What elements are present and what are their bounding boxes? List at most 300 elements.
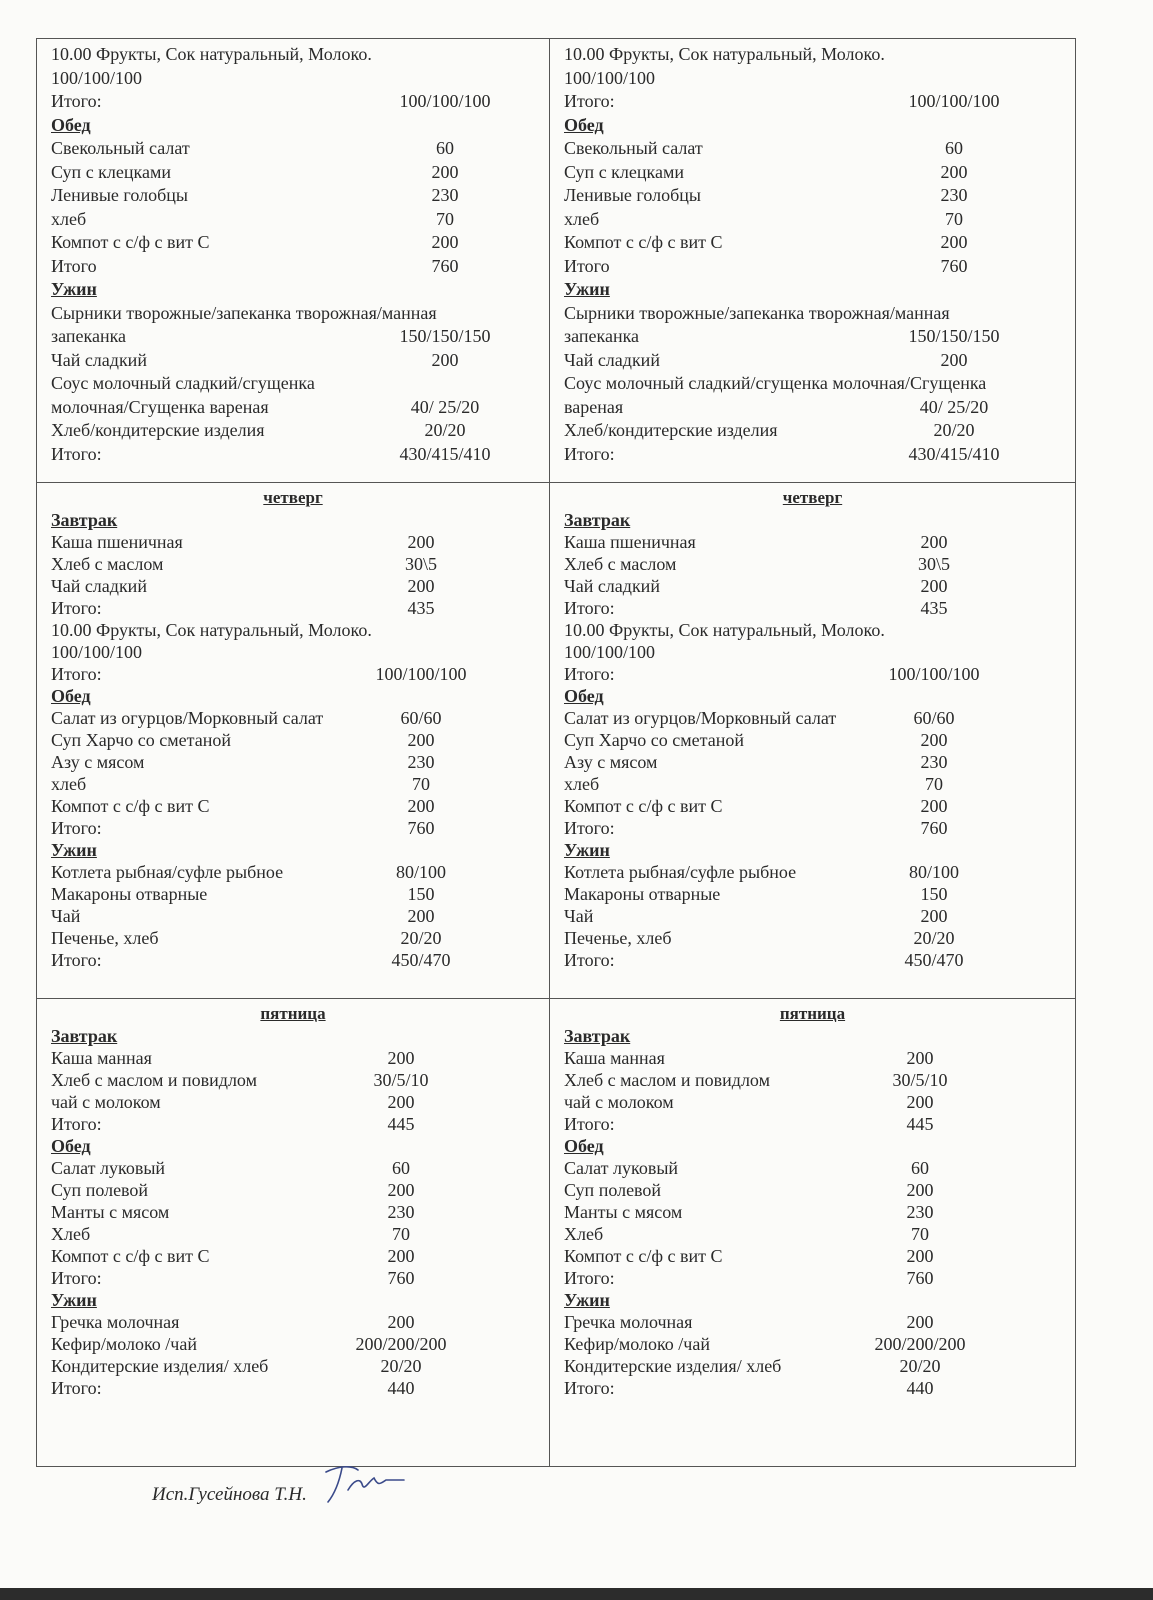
portion-value: 760 <box>431 255 459 276</box>
portion-value: 200 <box>920 906 948 926</box>
portion-value: 430/415/410 <box>399 443 491 464</box>
dish-name: Каша пшеничная <box>564 532 696 552</box>
dish-name: Макароны отварные <box>51 884 208 904</box>
portion-value: 200 <box>906 1180 934 1200</box>
portion-value: 100/100/100 <box>908 91 1000 111</box>
menu-row <box>51 372 549 396</box>
portion-value: 20/20 <box>400 928 442 948</box>
menu-row <box>564 949 1075 971</box>
menu-row <box>51 302 549 326</box>
portion-value: 20/20 <box>424 420 466 440</box>
handwritten-signature-icon <box>318 1462 408 1506</box>
meal-title: Завтрак <box>51 510 118 530</box>
menu-row <box>51 43 549 67</box>
portion-value: 440 <box>387 1378 415 1398</box>
portion-value: 445 <box>906 1114 934 1134</box>
menu-row <box>51 597 549 619</box>
meal-heading <box>564 685 1075 707</box>
portion-value: 200 <box>407 730 435 750</box>
portion-value: 200 <box>920 532 948 552</box>
menu-row <box>564 43 1075 67</box>
menu-cell-fri-left <box>37 999 550 1466</box>
dish-name: хлеб <box>51 774 87 794</box>
dish-name: Хлеб с маслом <box>51 554 164 574</box>
menu-row <box>51 419 549 443</box>
dish-name: Печенье, хлеб <box>51 928 159 948</box>
menu-row <box>51 67 549 91</box>
dish-name: Итого: <box>564 1114 615 1134</box>
portion-value: 200 <box>920 730 948 750</box>
menu-row <box>564 1377 1075 1399</box>
dish-name: Каша пшеничная <box>51 532 183 552</box>
portion-value: 200 <box>431 349 459 370</box>
portion-value: 20/20 <box>380 1356 422 1376</box>
portion-value: 150 <box>920 884 948 904</box>
dish-name: Суп полевой <box>51 1180 149 1200</box>
dish-name: Итого: <box>564 443 615 464</box>
dish-name: Хлеб <box>564 1224 604 1244</box>
menu-row <box>564 208 1075 232</box>
menu-row <box>51 1069 549 1091</box>
menu-row <box>51 949 549 971</box>
menu-row <box>564 443 1075 467</box>
portion-value: 200/200/200 <box>874 1334 966 1354</box>
dish-name: Чай сладкий <box>51 349 147 370</box>
meal-heading <box>51 839 549 861</box>
menu-row <box>564 619 1075 641</box>
dish-name: Свекольный салат <box>51 138 190 158</box>
scan-bottom-edge <box>0 1588 1153 1600</box>
menu-row <box>51 1047 549 1069</box>
meal-title: Ужин <box>564 840 610 860</box>
menu-row <box>51 137 549 161</box>
menu-row <box>564 255 1075 279</box>
menu-row <box>51 1113 549 1135</box>
menu-row <box>564 553 1075 575</box>
meal-heading <box>564 1135 1075 1157</box>
dish-name: Макароны отварные <box>564 884 721 904</box>
menu-row <box>51 396 549 420</box>
portion-value: 450/470 <box>904 950 964 970</box>
menu-row <box>51 575 549 597</box>
dish-name: Чай сладкий <box>564 576 660 596</box>
portion-value: 70 <box>412 774 430 794</box>
meal-heading <box>51 685 549 707</box>
portion-value: 80/100 <box>908 862 959 882</box>
portion-value: 760 <box>407 818 435 838</box>
menu-cell-wed-right <box>550 39 1075 483</box>
portion-value: 435 <box>407 598 435 618</box>
portion-value: 70 <box>925 774 943 794</box>
menu-row <box>564 1311 1075 1333</box>
meal-title: Ужин <box>564 279 610 299</box>
portion-value: 20/20 <box>913 928 955 948</box>
portion-value: 60 <box>436 138 454 158</box>
dish-name: Итого: <box>564 950 615 970</box>
dish-name: Суп с клецками <box>564 161 685 182</box>
menu-row <box>51 795 549 817</box>
portion-value: 150/150/150 <box>908 326 1000 346</box>
menu-cell-thu-left <box>37 483 550 999</box>
menu-row <box>51 861 549 883</box>
meal-heading <box>51 509 549 531</box>
dish-name: Итого: <box>564 1268 615 1288</box>
portion-value: 100/100/100 <box>375 664 467 684</box>
meal-title: Обед <box>564 114 604 135</box>
dish-name: Чай <box>564 906 594 926</box>
dish-name: Хлеб с маслом <box>564 554 677 574</box>
menu-row <box>51 817 549 839</box>
day-heading: четверг <box>263 488 323 507</box>
portion-value: 30\5 <box>404 554 437 574</box>
day-heading: пятница <box>260 1004 326 1023</box>
portion-value: 200 <box>387 1246 415 1266</box>
dish-name: Итого: <box>51 818 102 838</box>
dish-name: 10.00 Фрукты, Сок натуральный, Молоко. <box>51 44 372 64</box>
menu-row <box>51 255 549 279</box>
dish-name: Ленивые голобцы <box>564 185 701 205</box>
meal-title: Обед <box>51 114 91 135</box>
portion-value: 200 <box>407 532 435 552</box>
meal-heading <box>51 1289 549 1311</box>
portion-value: 60/60 <box>913 708 955 728</box>
dish-name: Итого <box>564 255 610 276</box>
dish-name: Салат луковый <box>564 1158 679 1178</box>
menu-cell-wed-left <box>37 39 550 483</box>
menu-row <box>564 663 1075 685</box>
meal-heading <box>564 114 1075 138</box>
portion-value: 30/5/10 <box>373 1070 429 1090</box>
dish-name: Итого: <box>51 443 102 464</box>
portion-value: 60 <box>911 1158 929 1178</box>
dish-name: Каша манная <box>51 1048 152 1068</box>
menu-row <box>564 1355 1075 1377</box>
portion-value: 30/5/10 <box>892 1070 948 1090</box>
dish-name: Салат луковый <box>51 1158 166 1178</box>
meal-title: Завтрак <box>51 1026 118 1046</box>
menu-row <box>564 349 1075 373</box>
menu-row <box>51 1091 549 1113</box>
portion-value: 80/100 <box>395 862 446 882</box>
meal-title: Завтрак <box>564 1026 631 1046</box>
menu-row <box>51 231 549 255</box>
meal-heading <box>51 114 549 138</box>
dish-name: Суп с клецками <box>51 161 172 182</box>
portion-value: 230 <box>431 185 459 205</box>
dish-name: Кондитерские изделия/ хлеб <box>564 1356 782 1376</box>
dish-name: Итого: <box>564 818 615 838</box>
portion-value: 200 <box>906 1312 934 1332</box>
dish-name: Печенье, хлеб <box>564 928 672 948</box>
menu-row <box>51 663 549 685</box>
dish-name: Кондитерские изделия/ хлеб <box>51 1356 269 1376</box>
menu-row <box>564 773 1075 795</box>
menu-row <box>51 553 549 575</box>
portion-value: 435 <box>920 598 948 618</box>
portion-value: 60 <box>945 138 963 158</box>
dish-name: Итого: <box>564 664 615 684</box>
menu-row <box>51 1355 549 1377</box>
dish-name: Салат из огурцов/Морковный салат <box>564 708 837 728</box>
menu-row <box>51 208 549 232</box>
menu-row <box>564 1245 1075 1267</box>
dish-name: Свекольный салат <box>564 138 703 158</box>
portion-value: 200 <box>920 576 948 596</box>
portion-value: 70 <box>436 208 454 229</box>
dish-name: Итого: <box>51 598 102 618</box>
portion-value: 20/20 <box>933 420 975 440</box>
portion-value: 150 <box>407 884 435 904</box>
menu-row <box>564 419 1075 443</box>
menu-row <box>51 619 549 641</box>
menu-row <box>564 231 1075 255</box>
menu-row <box>564 905 1075 927</box>
menu-row <box>564 161 1075 185</box>
dish-name: Гречка молочная <box>564 1312 693 1332</box>
menu-row <box>51 1377 549 1399</box>
meal-heading <box>564 278 1075 302</box>
menu-row <box>564 1047 1075 1069</box>
dish-name: 100/100/100 <box>564 67 656 88</box>
portion-value: 60 <box>392 1158 410 1178</box>
portion-value: 200 <box>906 1048 934 1068</box>
meal-title: Обед <box>51 686 91 706</box>
menu-row <box>51 1157 549 1179</box>
menu-row <box>51 773 549 795</box>
dish-name: 10.00 Фрукты, Сок натуральный, Молоко. <box>564 620 885 640</box>
menu-row <box>51 1311 549 1333</box>
portion-value: 230 <box>407 752 435 772</box>
portion-value: 100/100/100 <box>399 91 491 111</box>
menu-row <box>564 817 1075 839</box>
portion-value: 200 <box>387 1180 415 1200</box>
menu-row <box>564 90 1075 114</box>
dish-name: Каша манная <box>564 1048 665 1068</box>
portion-value: 440 <box>906 1378 934 1398</box>
portion-value: 760 <box>906 1268 934 1288</box>
dish-name: Итого: <box>51 1268 102 1288</box>
dish-name: Итого: <box>51 1114 102 1134</box>
menu-row <box>51 927 549 949</box>
dish-name: Компот с с/ф с вит С <box>564 1246 723 1266</box>
menu-row <box>564 1333 1075 1355</box>
meal-heading <box>564 839 1075 861</box>
menu-row <box>564 1113 1075 1135</box>
portion-value: 200 <box>407 796 435 816</box>
dish-name: Итого: <box>564 598 615 618</box>
meal-title: Ужин <box>51 1290 97 1310</box>
dish-name: Котлета рыбная/суфле рыбное <box>51 862 284 882</box>
portion-value: 200 <box>940 232 968 252</box>
portion-value: 200 <box>407 906 435 926</box>
dish-name: Гречка молочная <box>51 1312 180 1332</box>
portion-value: 200/200/200 <box>355 1334 447 1354</box>
menu-row <box>51 184 549 208</box>
portion-value: 450/470 <box>391 950 451 970</box>
meal-heading <box>564 1025 1075 1047</box>
meal-heading <box>564 1289 1075 1311</box>
portion-value: 60/60 <box>400 708 442 728</box>
menu-row <box>51 1333 549 1355</box>
portion-value: 200 <box>431 161 459 182</box>
dish-name: Суп Харчо со сметаной <box>564 730 744 750</box>
dish-name: Чай сладкий <box>564 349 660 370</box>
dish-name: Суп полевой <box>564 1180 662 1200</box>
menu-cell-thu-right <box>550 483 1075 999</box>
dish-name: чай с молоком <box>564 1092 674 1112</box>
portion-value: 200 <box>387 1048 415 1068</box>
dish-name: Компот с с/ф с вит С <box>51 232 210 252</box>
dish-name: Салат из огурцов/Морковный салат <box>51 708 324 728</box>
portion-value: 200 <box>387 1092 415 1112</box>
meal-title: Обед <box>564 686 604 706</box>
dish-name: Ленивые голобцы <box>51 185 188 205</box>
menu-row <box>564 927 1075 949</box>
menu-row <box>564 531 1075 553</box>
menu-row <box>564 184 1075 208</box>
dish-name: запеканка <box>564 326 640 346</box>
portion-value: 200 <box>387 1312 415 1332</box>
dish-name: Хлеб с маслом и повидлом <box>51 1070 257 1090</box>
dish-name: Соус молочный сладкий/сгущенка <box>51 373 315 393</box>
menu-row <box>51 325 549 349</box>
menu-row <box>564 1223 1075 1245</box>
menu-row <box>51 443 549 467</box>
menu-row <box>51 1179 549 1201</box>
dish-name: Итого <box>51 255 97 276</box>
portion-value: 230 <box>920 752 948 772</box>
menu-row <box>564 1267 1075 1289</box>
menu-row <box>51 641 549 663</box>
menu-row <box>51 1223 549 1245</box>
portion-value: 200 <box>920 796 948 816</box>
meal-title: Ужин <box>51 279 97 299</box>
portion-value: 200 <box>940 349 968 370</box>
portion-value: 200 <box>940 161 968 182</box>
menu-row <box>564 1091 1075 1113</box>
menu-row <box>564 883 1075 905</box>
portion-value: 30\5 <box>917 554 950 574</box>
meal-title: Ужин <box>564 1290 610 1310</box>
menu-row <box>51 751 549 773</box>
menu-row <box>51 1201 549 1223</box>
dish-name: Кефир/молоко /чай <box>51 1334 197 1354</box>
menu-cell-fri-right <box>550 999 1075 1466</box>
menu-row <box>564 1201 1075 1223</box>
meal-heading <box>51 278 549 302</box>
dish-name: хлеб <box>51 208 87 229</box>
portion-value: 200 <box>906 1092 934 1112</box>
dish-name: Сырники творожные/запеканка творожная/манная <box>51 302 437 323</box>
menu-row <box>51 905 549 927</box>
menu-row <box>564 641 1075 663</box>
dish-name: хлеб <box>564 774 600 794</box>
meal-title: Обед <box>51 1136 91 1156</box>
dish-name: Сырники творожные/запеканка творожная/манная <box>564 302 950 323</box>
menu-row <box>51 349 549 373</box>
dish-name: Азу с мясом <box>564 752 658 772</box>
dish-name: Компот с с/ф с вит С <box>564 232 723 252</box>
day-heading: пятница <box>779 1004 846 1023</box>
dish-name: Компот с с/ф с вит С <box>51 1246 210 1266</box>
dish-name: Итого: <box>564 91 615 111</box>
menu-row <box>564 137 1075 161</box>
dish-name: 100/100/100 <box>51 642 143 662</box>
menu-row <box>564 372 1075 396</box>
dish-name: Чай <box>51 906 81 926</box>
meal-heading <box>51 1135 549 1157</box>
dish-name: Соус молочный сладкий/сгущенка молочная/Сгущенка <box>564 373 987 393</box>
dish-name: 100/100/100 <box>564 642 656 662</box>
meal-title: Обед <box>564 1136 604 1156</box>
portion-value: 70 <box>392 1224 410 1244</box>
menu-row <box>564 707 1075 729</box>
dish-name: Итого: <box>51 950 102 970</box>
portion-value: 230 <box>940 185 968 205</box>
portion-value: 70 <box>911 1224 929 1244</box>
dish-name: 100/100/100 <box>51 67 143 88</box>
dish-name: Компот с с/ф с вит С <box>564 796 723 816</box>
meal-title: Ужин <box>51 840 97 860</box>
portion-value: 230 <box>906 1202 934 1222</box>
menu-row <box>564 1069 1075 1091</box>
portion-value: 760 <box>940 255 968 276</box>
dish-name: 10.00 Фрукты, Сок натуральный, Молоко. <box>564 44 885 64</box>
dish-name: Кефир/молоко /чай <box>564 1334 710 1354</box>
dish-name: молочная/Сгущенка вареная <box>51 396 269 417</box>
dish-name: Итого: <box>51 91 102 111</box>
dish-name: Хлеб <box>51 1224 91 1244</box>
portion-value: 20/20 <box>899 1356 941 1376</box>
dish-name: Хлеб с маслом и повидлом <box>564 1070 770 1090</box>
dish-name: Компот с с/ф с вит С <box>51 796 210 816</box>
menu-row <box>564 575 1075 597</box>
portion-value: 70 <box>945 208 963 229</box>
menu-row <box>51 1245 549 1267</box>
menu-row <box>564 1157 1075 1179</box>
dish-name: Котлета рыбная/суфле рыбное <box>564 862 797 882</box>
dish-name: Итого: <box>51 1378 102 1398</box>
menu-row <box>564 751 1075 773</box>
meal-heading <box>564 509 1075 531</box>
menu-table <box>36 38 1076 1467</box>
menu-row <box>564 67 1075 91</box>
executor-signature: Исп.Гусейнова Т.Н. <box>152 1484 307 1505</box>
portion-value: 200 <box>906 1246 934 1266</box>
portion-value: 40/ 25/20 <box>410 396 480 417</box>
portion-value: 430/415/410 <box>908 443 1000 464</box>
menu-row <box>564 729 1075 751</box>
portion-value: 445 <box>387 1114 415 1134</box>
menu-row <box>564 396 1075 420</box>
portion-value: 200 <box>431 232 459 252</box>
portion-value: 40/ 25/20 <box>919 396 989 417</box>
dish-name: Хлеб/кондитерские изделия <box>51 420 265 440</box>
portion-value: 760 <box>387 1268 415 1288</box>
dish-name: Итого: <box>564 1378 615 1398</box>
day-heading: четверг <box>782 488 843 507</box>
menu-row <box>564 597 1075 619</box>
dish-name: чай с молоком <box>51 1092 161 1112</box>
portion-value: 150/150/150 <box>399 326 491 346</box>
dish-name: Итого: <box>51 664 102 684</box>
menu-row <box>564 325 1075 349</box>
menu-row <box>51 531 549 553</box>
menu-row <box>51 883 549 905</box>
menu-row <box>51 161 549 185</box>
menu-row <box>564 861 1075 883</box>
dish-name: хлеб <box>564 208 600 229</box>
